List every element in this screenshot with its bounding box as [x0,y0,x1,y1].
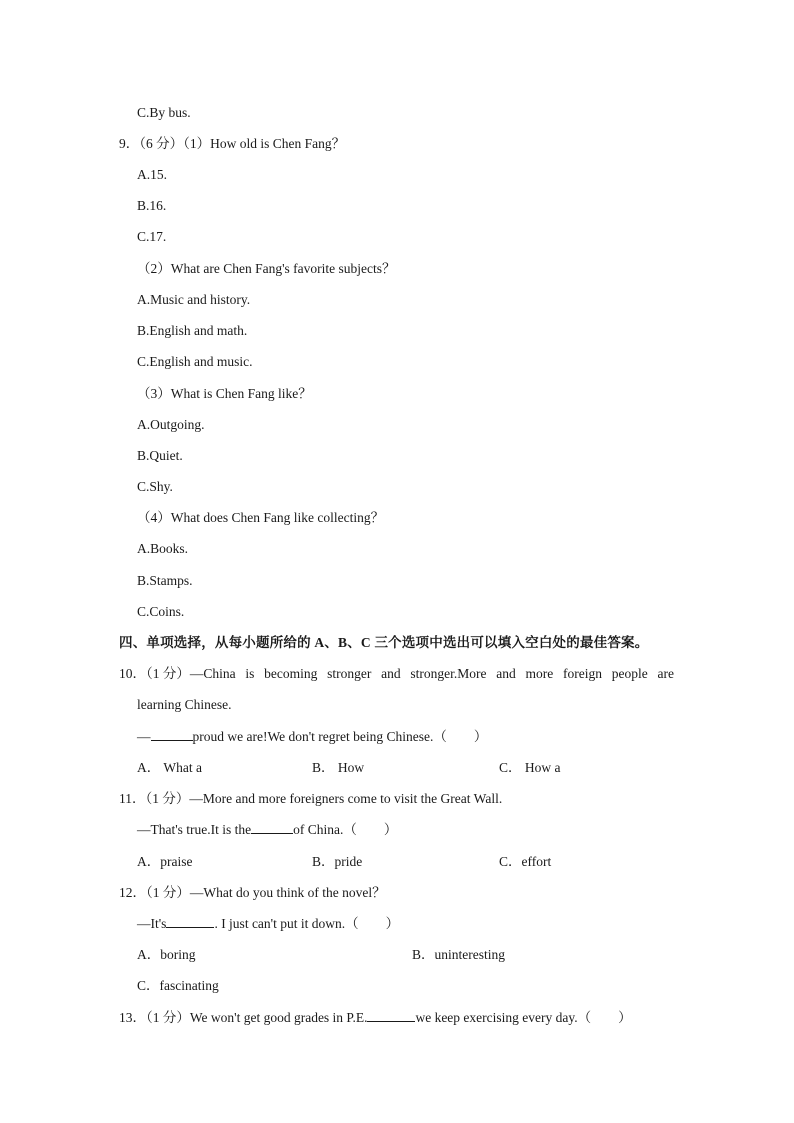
q10-word: becoming [264,666,318,681]
q10-word: 10．（1 分）—China [119,666,236,681]
q8-option-c: C.By bus. [137,105,191,120]
q9-3-option-a: A.Outgoing. [137,417,205,432]
q10-word: people [611,666,648,681]
q9-header: 9．（6 分）（1）How old is Chen Fang？ [119,136,346,151]
q12-option-a: A．boring [137,947,196,962]
q10-word: stronger [327,666,372,681]
q10-word: is [245,666,255,681]
q13-answer-blank[interactable] [367,1009,415,1022]
q9-2-option-a: A.Music and history. [137,292,251,307]
q11-line-2-post: of China.（ ） [293,822,398,837]
q9-3-question: （3）What is Chen Fang like？ [137,386,312,401]
q10-dash: — [137,729,151,744]
q10-word: more [525,666,554,681]
q11-option-a: A．praise [137,854,193,869]
q11-line-1: 11．（1 分）—More and more foreigners come to visit the Great Wall. [119,791,503,806]
q9-2-question: （2）What are Chen Fang's favorite subjects？ [137,261,396,276]
q11-answer-blank[interactable] [251,821,293,834]
q10-line-2: learning Chinese. [137,697,232,712]
q10-word: and [381,666,401,681]
q13-line-1 [119,1009,632,1027]
q12-line-1: 12．（1 分）—What do you think of the novel？ [119,885,386,900]
q10-line-3 [137,728,487,746]
q11-line-2 [137,821,397,839]
q10-line-3-text: proud we are!We don't regret being Chinese.（ ） [192,729,488,744]
q10-option-b: B． How [312,760,365,775]
q10-word: foreign [563,666,602,681]
q9-1-option-c: C.17. [137,229,167,244]
q13-line-1-pre: 13．（1 分）We won't get good grades in P.E. [119,1010,368,1025]
q12-line-2 [137,915,399,933]
q9-3-option-c: C.Shy. [137,479,173,494]
section-4-title: 四、单项选择，从每小题所给的 A、B、C 三个选项中选出可以填入空白处的最佳答案。 [119,635,649,650]
q9-1-option-a: A.15. [137,167,167,182]
q10-line-1 [119,665,674,683]
q9-2-option-c: C.English and music. [137,354,253,369]
q13-line-1-post: we keep exercising every day.（ ） [415,1010,632,1025]
q9-1-option-b: B.16. [137,198,167,213]
q10-option-a: A． What a [137,760,202,775]
q9-4-option-c: C.Coins. [137,604,185,619]
q12-line-2-pre: —It's [137,916,167,931]
q11-line-2-pre: —That's true.It is the [137,822,252,837]
q9-2-option-b: B.English and math. [137,323,248,338]
q11-option-c: C．effort [499,854,552,869]
q10-option-c: C． How a [499,760,561,775]
q9-4-option-b: B.Stamps. [137,573,193,588]
q12-option-b: B．uninteresting [412,947,505,962]
q9-4-option-a: A.Books. [137,541,189,556]
q10-word: are [657,666,674,681]
q9-3-option-b: B.Quiet. [137,448,183,463]
q11-option-b: B．pride [312,854,363,869]
q10-word: stronger.More [410,666,487,681]
q10-answer-blank[interactable] [151,728,193,741]
q10-word: and [496,666,516,681]
q12-line-2-post: . I just can't put it down.（ ） [214,916,400,931]
q12-option-c: C．fascinating [137,978,219,993]
q9-4-question: （4）What does Chen Fang like collecting？ [137,510,385,525]
q12-answer-blank[interactable] [166,915,214,928]
